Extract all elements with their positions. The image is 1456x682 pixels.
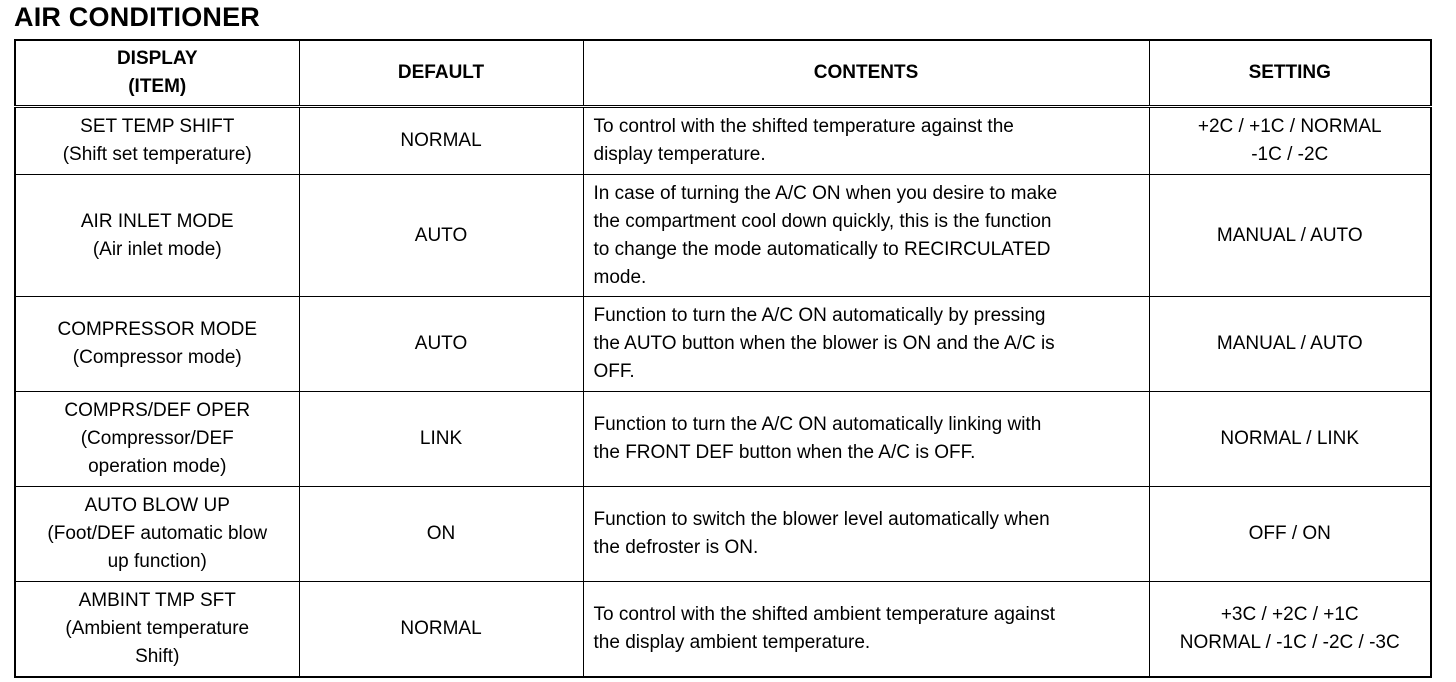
display-line: AUTO BLOW UP (84, 495, 230, 516)
setting-line: -1C / -2C (1251, 144, 1329, 165)
header-display-line1: DISPLAY (116, 48, 198, 69)
setting-line: +3C / +2C / +1C (1220, 604, 1359, 625)
default-cell: AUTO (299, 297, 583, 392)
display-line: SET TEMP SHIFT (80, 116, 235, 137)
header-display-line2: (ITEM) (128, 76, 187, 97)
setting-cell (1149, 487, 1431, 582)
table-row (15, 107, 1431, 175)
display-line: COMPRS/DEF OPER (64, 400, 251, 421)
header-contents: CONTENTS (583, 40, 1149, 107)
contents-line: Function to switch the blower level automatically when (593, 509, 1050, 530)
default-cell: LINK (299, 392, 583, 487)
display-line: (Foot/DEF automatic blow (47, 523, 268, 544)
display-line: (Ambient temperature (65, 618, 250, 639)
default-cell: AUTO (299, 175, 583, 297)
display-line: Shift) (135, 646, 180, 667)
contents-line: To control with the shifted temperature against the (593, 116, 1014, 137)
setting-cell (1149, 107, 1431, 175)
contents-cell (583, 175, 1149, 297)
contents-cell (583, 107, 1149, 175)
table-row (15, 175, 1431, 297)
contents-line: the AUTO button when the blower is ON and the A/C is (593, 333, 1055, 354)
contents-line: the compartment cool down quickly, this is the function (593, 210, 1052, 232)
header-display (15, 40, 299, 107)
setting-line: OFF / ON (1248, 523, 1331, 544)
header-row (15, 40, 1431, 107)
setting-line: +2C / +1C / NORMAL (1197, 116, 1382, 137)
setting-cell (1149, 297, 1431, 392)
display-line: COMPRESSOR MODE (57, 319, 258, 340)
contents-cell (583, 582, 1149, 678)
settings-table (14, 39, 1432, 678)
display-line: (Air inlet mode) (92, 238, 222, 260)
contents-line: the defroster is ON. (593, 537, 759, 558)
table-row (15, 297, 1431, 392)
setting-line: NORMAL / -1C / -2C / -3C (1179, 632, 1400, 653)
contents-line: OFF. (593, 361, 635, 382)
contents-cell (583, 487, 1149, 582)
setting-line: NORMAL / LINK (1220, 428, 1360, 449)
default-cell: NORMAL (299, 107, 583, 175)
display-cell (15, 175, 299, 297)
display-line: AMBINT TMP SFT (78, 590, 236, 611)
setting-line: MANUAL / AUTO (1216, 224, 1363, 246)
default-cell: NORMAL (299, 582, 583, 678)
setting-cell (1149, 175, 1431, 297)
contents-line: mode. (593, 266, 647, 288)
header-setting: SETTING (1149, 40, 1431, 107)
display-line: operation mode) (88, 456, 227, 477)
contents-line: In case of turning the A/C ON when you desire to make (593, 182, 1058, 204)
contents-line: Function to turn the A/C ON automatically linking with (593, 414, 1042, 435)
contents-line: To control with the shifted ambient temperature against (593, 604, 1056, 625)
display-cell (15, 582, 299, 678)
display-line: (Compressor/DEF (80, 428, 234, 449)
display-line: (Compressor mode) (72, 347, 242, 368)
table-row (15, 487, 1431, 582)
page-title: AIR CONDITIONER (14, 2, 260, 32)
default-cell: ON (299, 487, 583, 582)
display-line: up function) (107, 551, 207, 572)
contents-cell (583, 297, 1149, 392)
setting-line: MANUAL / AUTO (1216, 333, 1363, 354)
contents-line: to change the mode automatically to RECIRCULATED (593, 238, 1051, 260)
table-row (15, 582, 1431, 678)
display-cell (15, 487, 299, 582)
contents-cell (583, 392, 1149, 487)
display-line: (Shift set temperature) (62, 144, 252, 165)
contents-line: the display ambient temperature. (593, 632, 871, 653)
setting-cell (1149, 392, 1431, 487)
display-cell (15, 392, 299, 487)
header-default: DEFAULT (299, 40, 583, 107)
contents-line: the FRONT DEF button when the A/C is OFF. (593, 442, 976, 463)
table-row (15, 392, 1431, 487)
display-cell (15, 107, 299, 175)
display-cell (15, 297, 299, 392)
display-line: AIR INLET MODE (80, 210, 234, 232)
setting-cell (1149, 582, 1431, 678)
contents-line: display temperature. (593, 144, 766, 165)
contents-line: Function to turn the A/C ON automatically by pressing (593, 305, 1046, 326)
